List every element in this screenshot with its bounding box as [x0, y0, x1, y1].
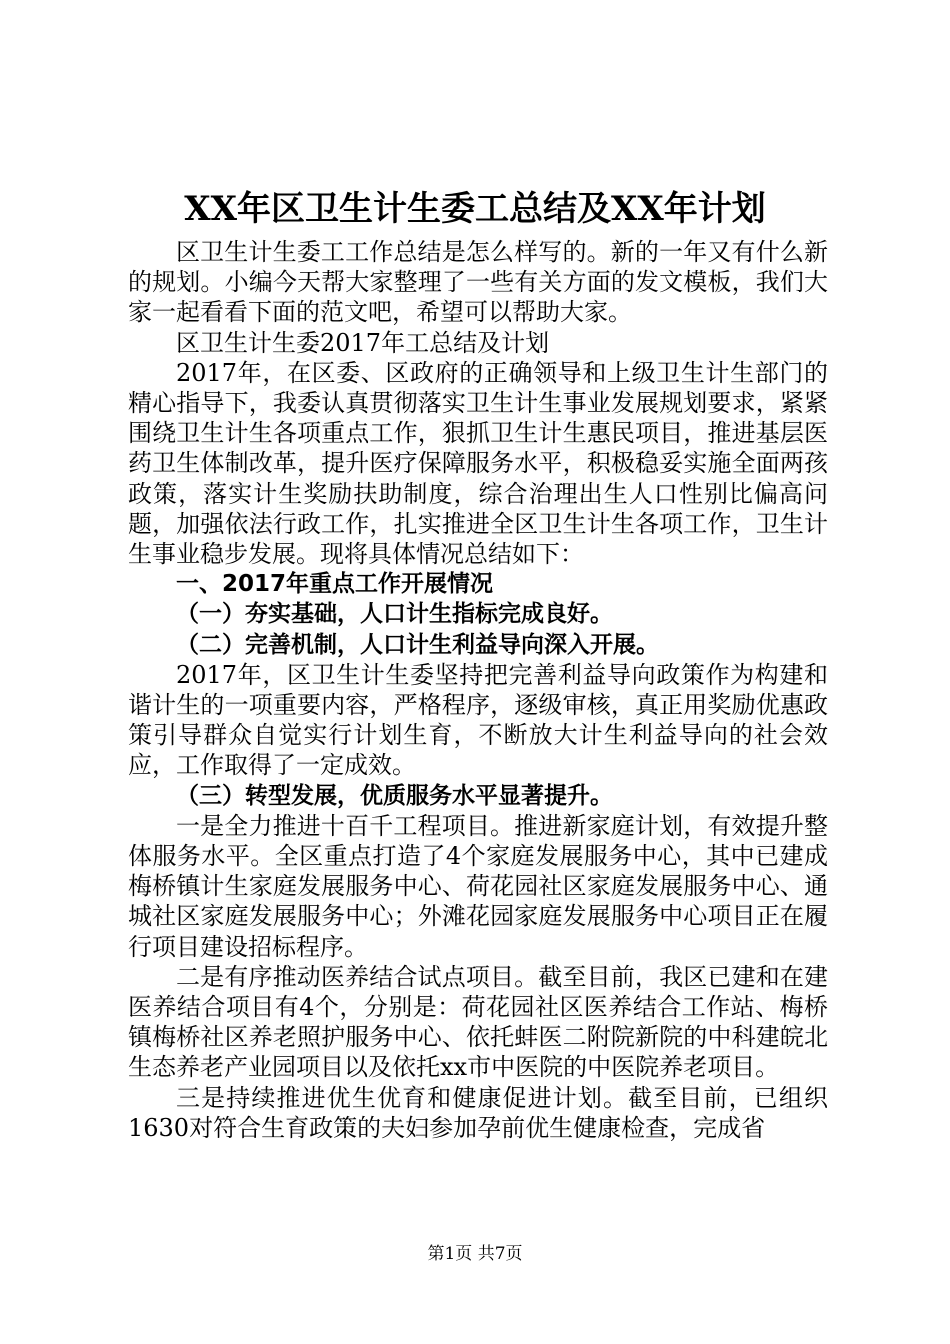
page-number: 第1页 共7页 [427, 1244, 523, 1264]
subsection-3-paragraph-3: 三是持续推进优生优育和健康促进计划。截至目前，已组织1630对符合生育政策的夫妇参加孕前优生健康检查，完成省 [128, 1083, 828, 1142]
section-heading: 一、2017年重点工作开展情况 [176, 571, 494, 598]
summary-paragraph: 2017年，在区委、区政府的正确领导和上级卫生计生部门的精心指导下，我委认真贯彻落实卫生计生事业发展规划要求，紧紧围绕卫生计生各项重点工作，狠抓卫生计生惠民项目，推进基层医药卫生体制改革，提升医疗保障服务水平，积极稳妥实施全面两孩政策，落实计生奖励扶助制度，综合治理出生人口性别比偏高问题，加强依法行政工作，扎实推进全区卫生计生各项工作，卫生计生事业稳步发展。现将具体情况总结如下： [128, 358, 828, 569]
document-title: XX年区卫生计生委工总结及XX年计划 [184, 189, 766, 229]
subsection-3-paragraph-1: 一是全力推进十百千工程项目。推进新家庭计划，有效提升整体服务水平。全区重点打造了4个家庭发展服务中心，其中已建成梅桥镇计生家庭发展服务中心、荷花园社区家庭发展服务中心、通城社区家庭发展服务中心；外滩花园家庭发展服务中心项目正在履行项目建设招标程序。 [128, 811, 828, 961]
document-body [128, 237, 828, 1143]
subsection-heading-1: （一）夯实基础，人口计生指标完成良好。 [176, 601, 613, 628]
subsection-3-paragraph-2: 二是有序推动医养结合试点项目。截至目前，我区已建和在建医养结合项目有4个，分别是：荷花园社区医养结合工作站、梅桥镇梅桥社区养老照护服务中心、依托蚌医二附院新院的中科建皖北生态养老产业园项目以及依托xx市中医院的中医院养老项目。 [128, 962, 828, 1082]
subsection-heading-3: （三）转型发展，优质服务水平显著提升。 [176, 782, 613, 809]
subsection-heading-2: （二）完善机制，人口计生利益导向深入开展。 [176, 631, 659, 658]
subtitle-paragraph: 区卫生计生委2017年工总结及计划 [176, 328, 550, 357]
intro-paragraph: 区卫生计生委工工作总结是怎么样写的。新的一年又有什么新的规划。小编今天帮大家整理了一些有关方面的发文模板，我们大家一起看看下面的范文吧，希望可以帮助大家。 [128, 238, 828, 327]
subsection-2-paragraph: 2017年，区卫生计生委坚持把完善利益导向政策作为构建和谐计生的一项重要内容，严格程序，逐级审核，真正用奖励优惠政策引导群众自觉实行计划生育，不断放大计生利益导向的社会效应，工作取得了一定成效。 [128, 660, 828, 780]
